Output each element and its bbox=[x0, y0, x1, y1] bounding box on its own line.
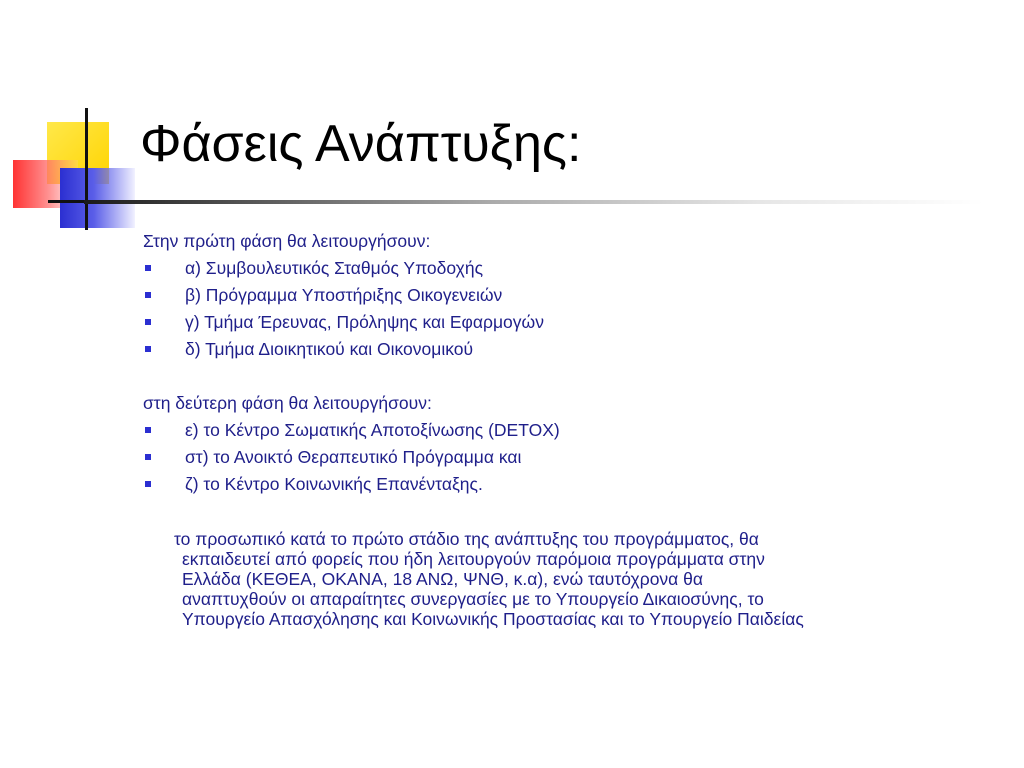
decorative-squares-icon bbox=[0, 100, 140, 235]
logo-vertical-line bbox=[85, 108, 88, 230]
list-item-text: γ) Τμήμα Έρευνας, Πρόληψης και Εφαρμογών bbox=[185, 312, 544, 332]
list-item-text: ζ) το Κέντρο Κοινωνικής Επανένταξης. bbox=[185, 474, 483, 494]
paragraph-line: Υπουργείο Απασχόλησης και Κοινωνικής Προστασίας και το Υπουργείο Παιδείας bbox=[182, 609, 804, 629]
slide-title: Φάσεις Ανάπτυξης: bbox=[140, 115, 582, 173]
paragraph-spacer bbox=[143, 363, 1003, 390]
phase1-heading: Στην πρώτη φάση θα λειτουργήσουν: bbox=[143, 231, 431, 251]
list-item bbox=[143, 282, 1003, 309]
blue-square-shape bbox=[60, 168, 135, 228]
list-item-text: στ) το Ανοικτό Θεραπευτικό Πρόγραμμα και bbox=[185, 447, 522, 467]
square-bullet-icon bbox=[145, 481, 151, 487]
square-bullet-icon bbox=[145, 292, 151, 298]
list-item bbox=[143, 417, 1003, 444]
list-item-text: δ) Τμήμα Διοικητικού και Οικονομικού bbox=[185, 339, 474, 359]
square-bullet-icon bbox=[145, 427, 151, 433]
paragraph-line: Ελλάδα (ΚΕΘΕΑ, ΟΚΑΝΑ, 18 ΑΝΩ, ΨΝΘ, κ.α), ενώ ταυτόχρονα θα bbox=[182, 569, 704, 589]
slide-body bbox=[143, 228, 1003, 498]
list-item bbox=[143, 255, 1003, 282]
list-item bbox=[143, 444, 1003, 471]
square-bullet-icon bbox=[145, 346, 151, 352]
square-bullet-icon bbox=[145, 265, 151, 271]
list-item-text: ε) το Κέντρο Σωματικής Αποτοξίνωσης (DETOX) bbox=[185, 420, 560, 440]
square-bullet-icon bbox=[145, 319, 151, 325]
staff-training-paragraph bbox=[174, 529, 1004, 629]
list-item bbox=[143, 309, 1003, 336]
title-divider bbox=[84, 200, 984, 204]
paragraph-line: το προσωπικό κατά το πρώτο στάδιο της ανάπτυξης του προγράμματος, θα bbox=[174, 529, 759, 549]
list-item bbox=[143, 336, 1003, 363]
list-item-text: α) Συμβουλευτικός Σταθμός Υποδοχής bbox=[185, 258, 484, 278]
paragraph-line: εκπαιδευτεί από φορείς που ήδη λειτουργούν παρόμοια προγράμματα στην bbox=[182, 549, 765, 569]
list-item-text: β) Πρόγραμμα Υποστήριξης Οικογενειών bbox=[185, 285, 503, 305]
list-item bbox=[143, 471, 1003, 498]
paragraph-line: αναπτυχθούν οι απαραίτητες συνεργασίες με το Υπουργείο Δικαιοσύνης, το bbox=[182, 589, 764, 609]
phase2-heading: στη δεύτερη φάση θα λειτουργήσουν: bbox=[143, 393, 432, 413]
square-bullet-icon bbox=[145, 454, 151, 460]
